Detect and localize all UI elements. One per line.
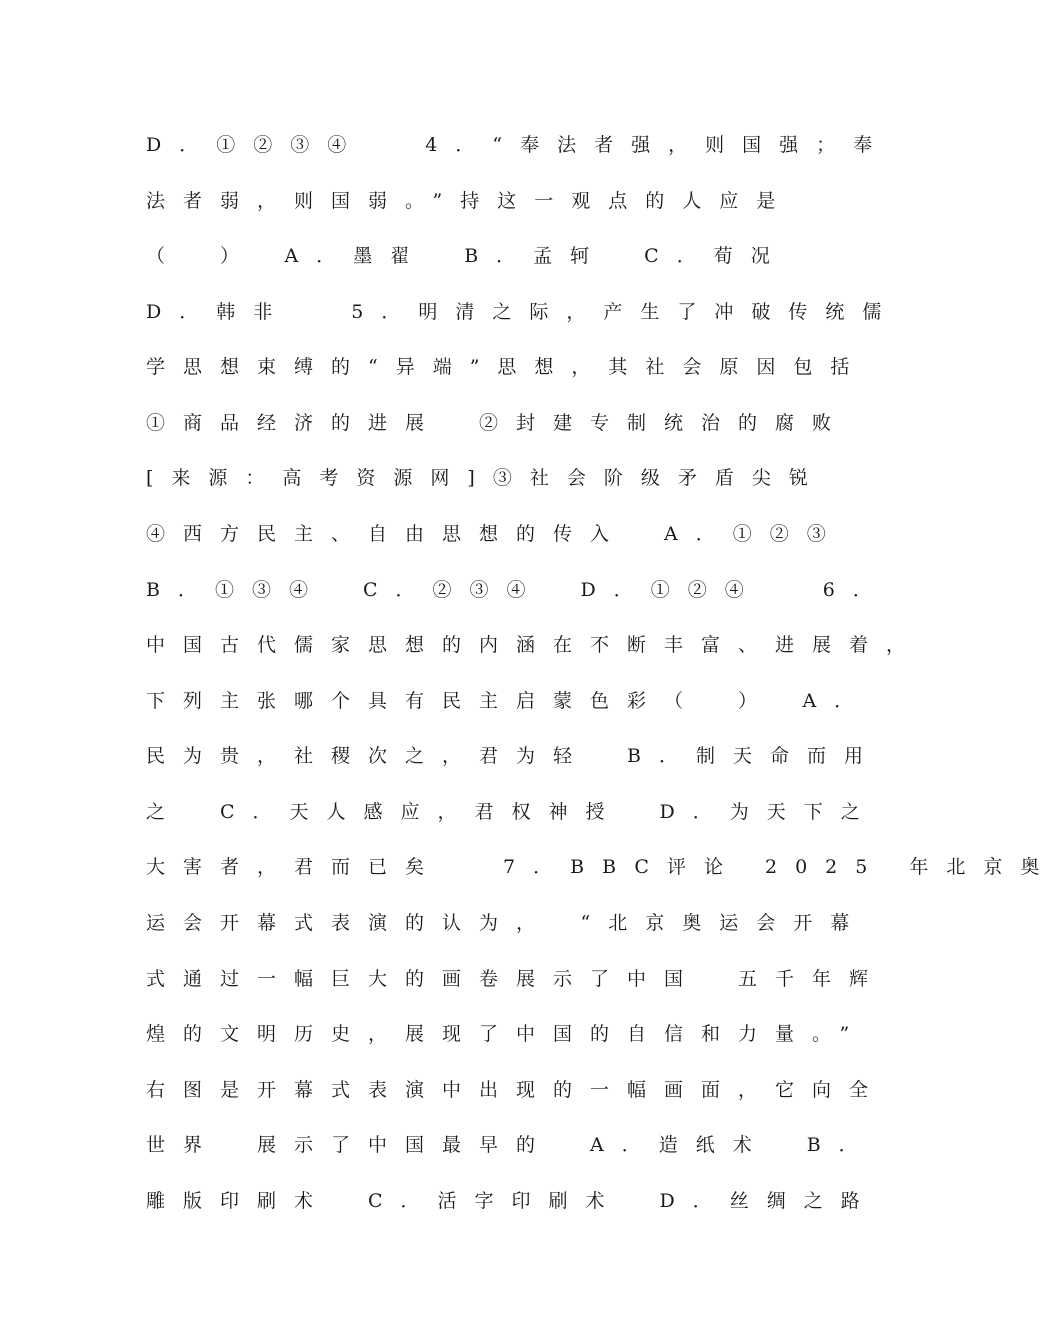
text-line: 大害者，君而已矣 7．BBC评论 2025 年北京奥	[146, 856, 1057, 878]
text-line: 中国古代儒家思想的内涵在不断丰富、进展着，	[146, 634, 924, 656]
text-line: 法者弱，则国弱。”持这一观点的人应是	[146, 190, 794, 212]
text-line: D．①②③④ 4．“奉法者强，则国强；奉	[146, 134, 891, 156]
text-line: 下列主张哪个具有民主启蒙色彩（ ） A．	[146, 690, 872, 712]
text-line: 运会开幕式表演的认为， “北京奥运会开幕	[146, 912, 868, 934]
text-line: B．①③④ C．②③④ D．①②④ 6．	[146, 579, 890, 601]
text-line: [来源：高考资源网]③社会阶级矛盾尖锐	[146, 467, 826, 489]
text-line: 世界 展示了中国最早的 A．造纸术 B．	[146, 1134, 876, 1156]
text-line: 雕版印刷术 C．活字印刷术 D．丝绸之路	[146, 1190, 878, 1212]
text-line: 煌的文明历史，展现了中国的自信和力量。”	[146, 1023, 868, 1045]
text-line: 式通过一幅巨大的画卷展示了中国 五千年辉	[146, 968, 887, 990]
text-line: 民为贵，社稷次之，君为轻 B．制天命而用	[146, 745, 881, 767]
text-line: 学思想束缚的“异端”思想，其社会原因包括	[146, 356, 868, 378]
text-line: ④西方民主、自由思想的传入 A．①②③	[146, 523, 844, 545]
text-line: D．韩非 5．明清之际，产生了冲破传统儒	[146, 301, 900, 323]
text-line: （ ） A．墨翟 B．孟轲 C．荀况	[146, 245, 788, 267]
text-line: 之 C．天人感应，君权神授 D．为天下之	[146, 801, 878, 823]
text-line: ①商品经济的进展 ②封建专制统治的腐败	[146, 412, 850, 434]
text-line: 右图是开幕式表演中出现的一幅画面，它向全	[146, 1079, 887, 1101]
